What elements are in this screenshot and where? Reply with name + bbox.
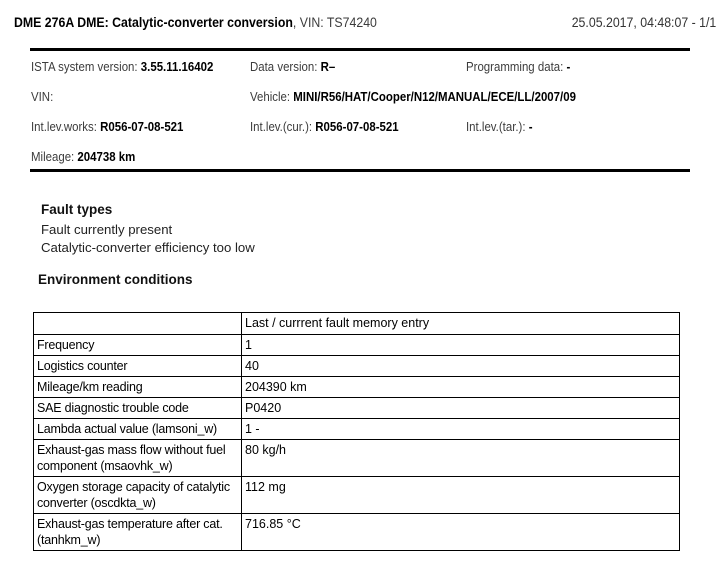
table-row <box>34 477 680 514</box>
fault-item-status: Fault currently present <box>41 222 173 237</box>
info-int-lev-tar: Int.lev.(tar.): - <box>466 119 533 134</box>
value-exhaust-gas-mass-flow: 80 kg/h <box>242 440 680 477</box>
param-exhaust-gas-temperature: Exhaust-gas temperature after cat. (tanhkm_w) <box>34 514 242 551</box>
value-lambda-actual-value: 1 - <box>242 419 680 440</box>
param-frequency: Frequency <box>34 335 242 356</box>
horizontal-rule-bottom <box>30 169 690 172</box>
table-row <box>34 419 680 440</box>
value-mileage-reading: 204390 km <box>242 377 680 398</box>
value-frequency: 1 <box>242 335 680 356</box>
document-title-vin: , VIN: TS74240 <box>292 14 377 30</box>
info-vin: VIN: <box>31 89 54 104</box>
table-row <box>34 356 680 377</box>
table-row <box>34 335 680 356</box>
value-oxygen-storage-capacity: 112 mg <box>242 477 680 514</box>
table-header-row <box>34 313 680 335</box>
table-row <box>34 377 680 398</box>
info-programming-data: Programming data: - <box>466 59 571 74</box>
param-exhaust-gas-mass-flow: Exhaust-gas mass flow without fuel component (msaovhk_w) <box>34 440 242 477</box>
param-sae-trouble-code: SAE diagnostic trouble code <box>34 398 242 419</box>
document-date-page: 25.05.2017, 04:48:07 - 1/1 <box>571 14 716 30</box>
horizontal-rule-top <box>30 48 690 51</box>
value-sae-trouble-code: P0420 <box>242 398 680 419</box>
table-row <box>34 440 680 477</box>
document-title <box>14 14 426 30</box>
fault-item-description: Catalytic-converter efficiency too low <box>41 240 255 255</box>
info-data-version: Data version: R– <box>250 59 336 74</box>
info-int-lev-cur: Int.lev.(cur.): R056-07-08-521 <box>250 119 399 134</box>
param-oxygen-storage-capacity: Oxygen storage capacity of catalytic converter (oscdkta_w) <box>34 477 242 514</box>
info-ista-system-version: ISTA system version: 3.55.11.16402 <box>31 59 214 74</box>
environment-conditions-table <box>33 312 680 551</box>
fault-types-heading: Fault types <box>41 202 113 217</box>
value-exhaust-gas-temperature: 716.85 °C <box>242 514 680 551</box>
environment-conditions-heading: Environment conditions <box>38 272 193 287</box>
param-logistics-counter: Logistics counter <box>34 356 242 377</box>
table-header-last-current-entry: Last / currrent fault memory entry <box>242 313 680 335</box>
param-lambda-actual-value: Lambda actual value (lamsoni_w) <box>34 419 242 440</box>
info-mileage: Mileage: 204738 km <box>31 149 136 164</box>
document-title-main: DME 276A DME: Catalytic-converter conversion <box>14 14 293 30</box>
info-int-lev-works: Int.lev.works: R056-07-08-521 <box>31 119 184 134</box>
table-row <box>34 398 680 419</box>
table-header-empty-cell <box>34 313 242 335</box>
param-mileage-reading: Mileage/km reading <box>34 377 242 398</box>
table-row <box>34 514 680 551</box>
value-logistics-counter: 40 <box>242 356 680 377</box>
info-vehicle: Vehicle: MINI/R56/HAT/Cooper/N12/MANUAL/ECE/LL/2007/09 <box>250 89 576 104</box>
